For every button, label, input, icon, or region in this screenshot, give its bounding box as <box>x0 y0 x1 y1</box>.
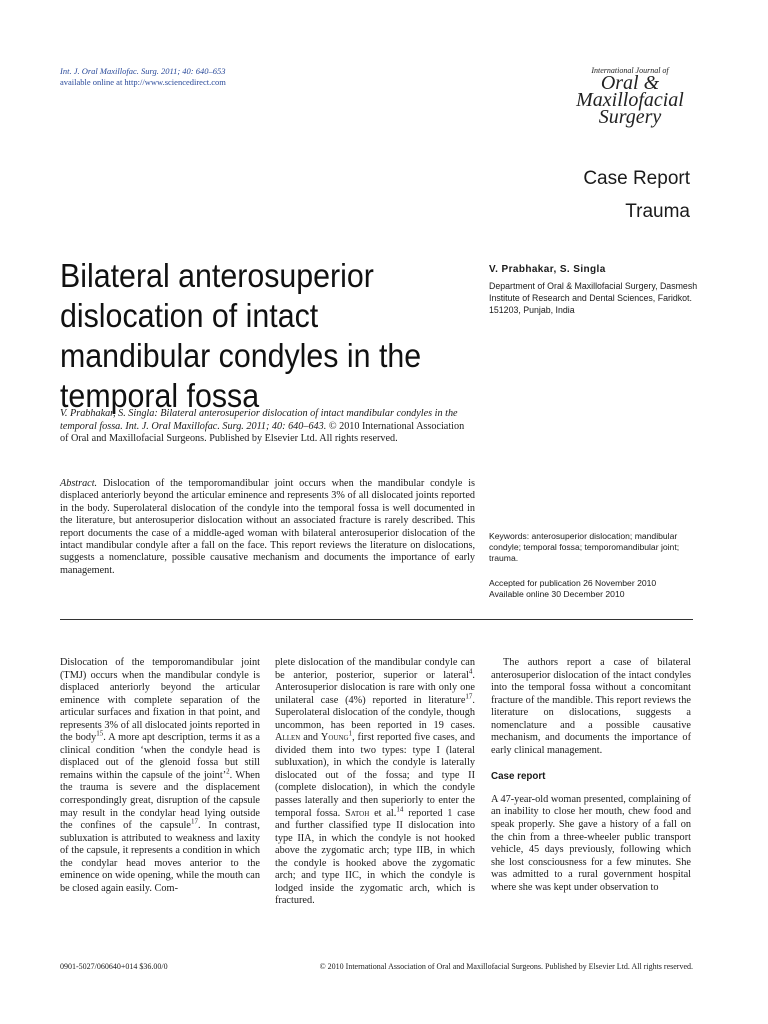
article-citation <box>60 408 475 446</box>
keywords-label: Keywords: <box>489 531 530 541</box>
article-type: Case Report <box>583 168 690 189</box>
available-date: Available online 30 December 2010 <box>489 589 625 599</box>
section-divider <box>60 619 693 620</box>
author-name: Allen <box>275 732 301 744</box>
body-column-1 <box>60 657 260 895</box>
author-name: Satoh <box>344 807 370 819</box>
citation-copyright: © 2010 International Association of Oral and Maxillofacial Surgeons. Published by Elsevier Ltd. All rights reserved. <box>60 420 465 444</box>
intro-paragraph: The authors report a case of bilateral anterosuperior dislocation of the intact condyles into the temporal fossa without a concomitant fracture of the mandible. This report reviews the literature on dislocations, suggests a nomenclature and a possible causative mechanism, and documents the importance of early clinical management. <box>491 657 691 756</box>
reference-link[interactable]: 14 <box>396 805 404 814</box>
case-paragraph: A 47-year-old woman presented, complaining of an inability to close her mouth, chew food and speak properly. She gave a history of a fall on the chin from a three-wheeler public transport vehicle, 45 days previously, following which she lost consciousness for a few minutes. She was admitted to a rural government hospital where she was kept under observation to <box>491 793 691 893</box>
body-column-3 <box>491 657 691 894</box>
keywords-text: anterosuperior dislocation; mandibular condyle; temporal fossa; temporomandibular joint; trauma. <box>489 531 680 564</box>
body-paragraph: plete dislocation of the mandibular condyle can be anterior, posterior, superior or lateral$^4$. Anterosuperior dislocation is rare with only one unilateral case (4%) reported in literature$^{17}$. Superolateral dislocation of the condyle, though uncommon, has been reported in 19 cases. Allen and Young$^1$, first reported five cases, and divided them into two types: type I (lateral subluxation), in which the condyle is laterally dislocated out of the fossa; and type II (complete dislocation), in which the condyle passes laterally and then superiorly to enter the temporal fossa. Satoh et al.$^{14}$ reported 1 case and further classified type II dislocation into type IIA, in which the condyle is not hooked above the zygomatic arch; type IIB, in which the condyle is hooked above the zygomatic arch; and type IIC, in which the condyle is lodged inside the zygomatic arch, which is fractured. <box>275 657 476 907</box>
body-column-2 <box>275 657 475 908</box>
page-footer <box>60 962 693 971</box>
article-code: 0901-5027/060640+014 $36.00/0 <box>60 962 168 971</box>
keywords <box>489 531 704 565</box>
section-heading-case-report: Case report <box>491 771 546 783</box>
citation-text: V. Prabhakar, S. Singla: Bilateral anterosuperior dislocation of intact mandibular condyles in the temporal fossa. Int. J. Oral Maxillofac. Surg. 2011; 40: 640–643. <box>60 408 458 432</box>
author-list: V. Prabhakar, S. Singla <box>489 264 606 275</box>
article-subtype: Trauma <box>625 201 690 222</box>
journal-logo-line2: Maxillofacial <box>576 89 684 111</box>
reference-link[interactable]: 4 <box>468 667 473 676</box>
abstract-label: Abstract. <box>60 478 98 489</box>
accepted-date: Accepted for publication 26 November 2010 <box>489 578 657 588</box>
reference-link[interactable]: 15 <box>96 729 104 738</box>
sciencedirect-link[interactable]: available online at http://www.sciencedirect.com <box>60 76 226 87</box>
journal-logo-small: International Journal of <box>591 66 669 75</box>
article-title: Bilateral anterosuperior dislocation of intact mandibular condyles in the temporal fossa <box>60 257 422 414</box>
journal-logo-line1: Oral & <box>600 72 660 94</box>
reference-link[interactable]: 1 <box>348 729 353 738</box>
footer-copyright: © 2010 International Association of Oral and Maxillofacial Surgeons. Published by Elsevier Ltd. All rights reserved. <box>319 962 693 971</box>
author-name: Young <box>320 732 349 744</box>
body-paragraph: Dislocation of the temporomandibular joint (TMJ) occurs when the mandibular condyle is displaced anteriorly beyond the articular eminence with complete separation of the articular surfaces and fixation in that point, and represents 3% of all dislocated joints reported in the body$^{15}$. A more apt description, terms it as a clinical condition ‘when the condyle head is displaced out of the glenoid fossa but still remains within the capsule of the joint’$^2$. When the trauma is severe and the displacement correspondingly great, disruption of the capsule may result in the condylar head lying outside the confines of the capsule$^{17}$. In contrast, subluxation is attributed to weakness and laxity of the capsule, it represents a condition in which the condylar head moves anterior to the eminence on wide opening, while the mouth can be closed again easily. Com- <box>60 657 261 894</box>
author-affiliation: Department of Oral & Maxillofacial Surgery, Dasmesh Institute of Research and Dental Sciences, Faridkot. 151203, Punjab, India <box>489 281 698 315</box>
reference-link[interactable]: 17 <box>465 692 473 701</box>
journal-logo-line3: Surgery <box>598 106 662 128</box>
abstract-text: Dislocation of the temporomandibular joint occurs when the mandibular condyle is displaced anteriorly beyond the articular eminence and represents 3% of all dislocated joints reported in the body. Superolateral dislocation of the condyle into the temporal fossa is well documented in the literature, but anterosuperior dislocation without an associated fracture is rarely described. This report documents the case of a middle-aged woman with bilateral anterosuperior dislocation of the intact mandibular condyle after a fall on the face. This report reviews the literature on dislocations, suggests a nomenclature, possible causative mechanism and documents the importance of early management. <box>60 478 475 576</box>
citation-line: Int. J. Oral Maxillofac. Surg. 2011; 40: 640–653 <box>60 66 226 76</box>
journal-citation-header <box>60 66 226 87</box>
reference-link[interactable]: 2 <box>226 767 230 776</box>
publication-dates <box>489 578 704 600</box>
reference-link[interactable]: 17 <box>190 817 198 826</box>
abstract <box>60 478 475 577</box>
journal-logo <box>560 66 700 126</box>
